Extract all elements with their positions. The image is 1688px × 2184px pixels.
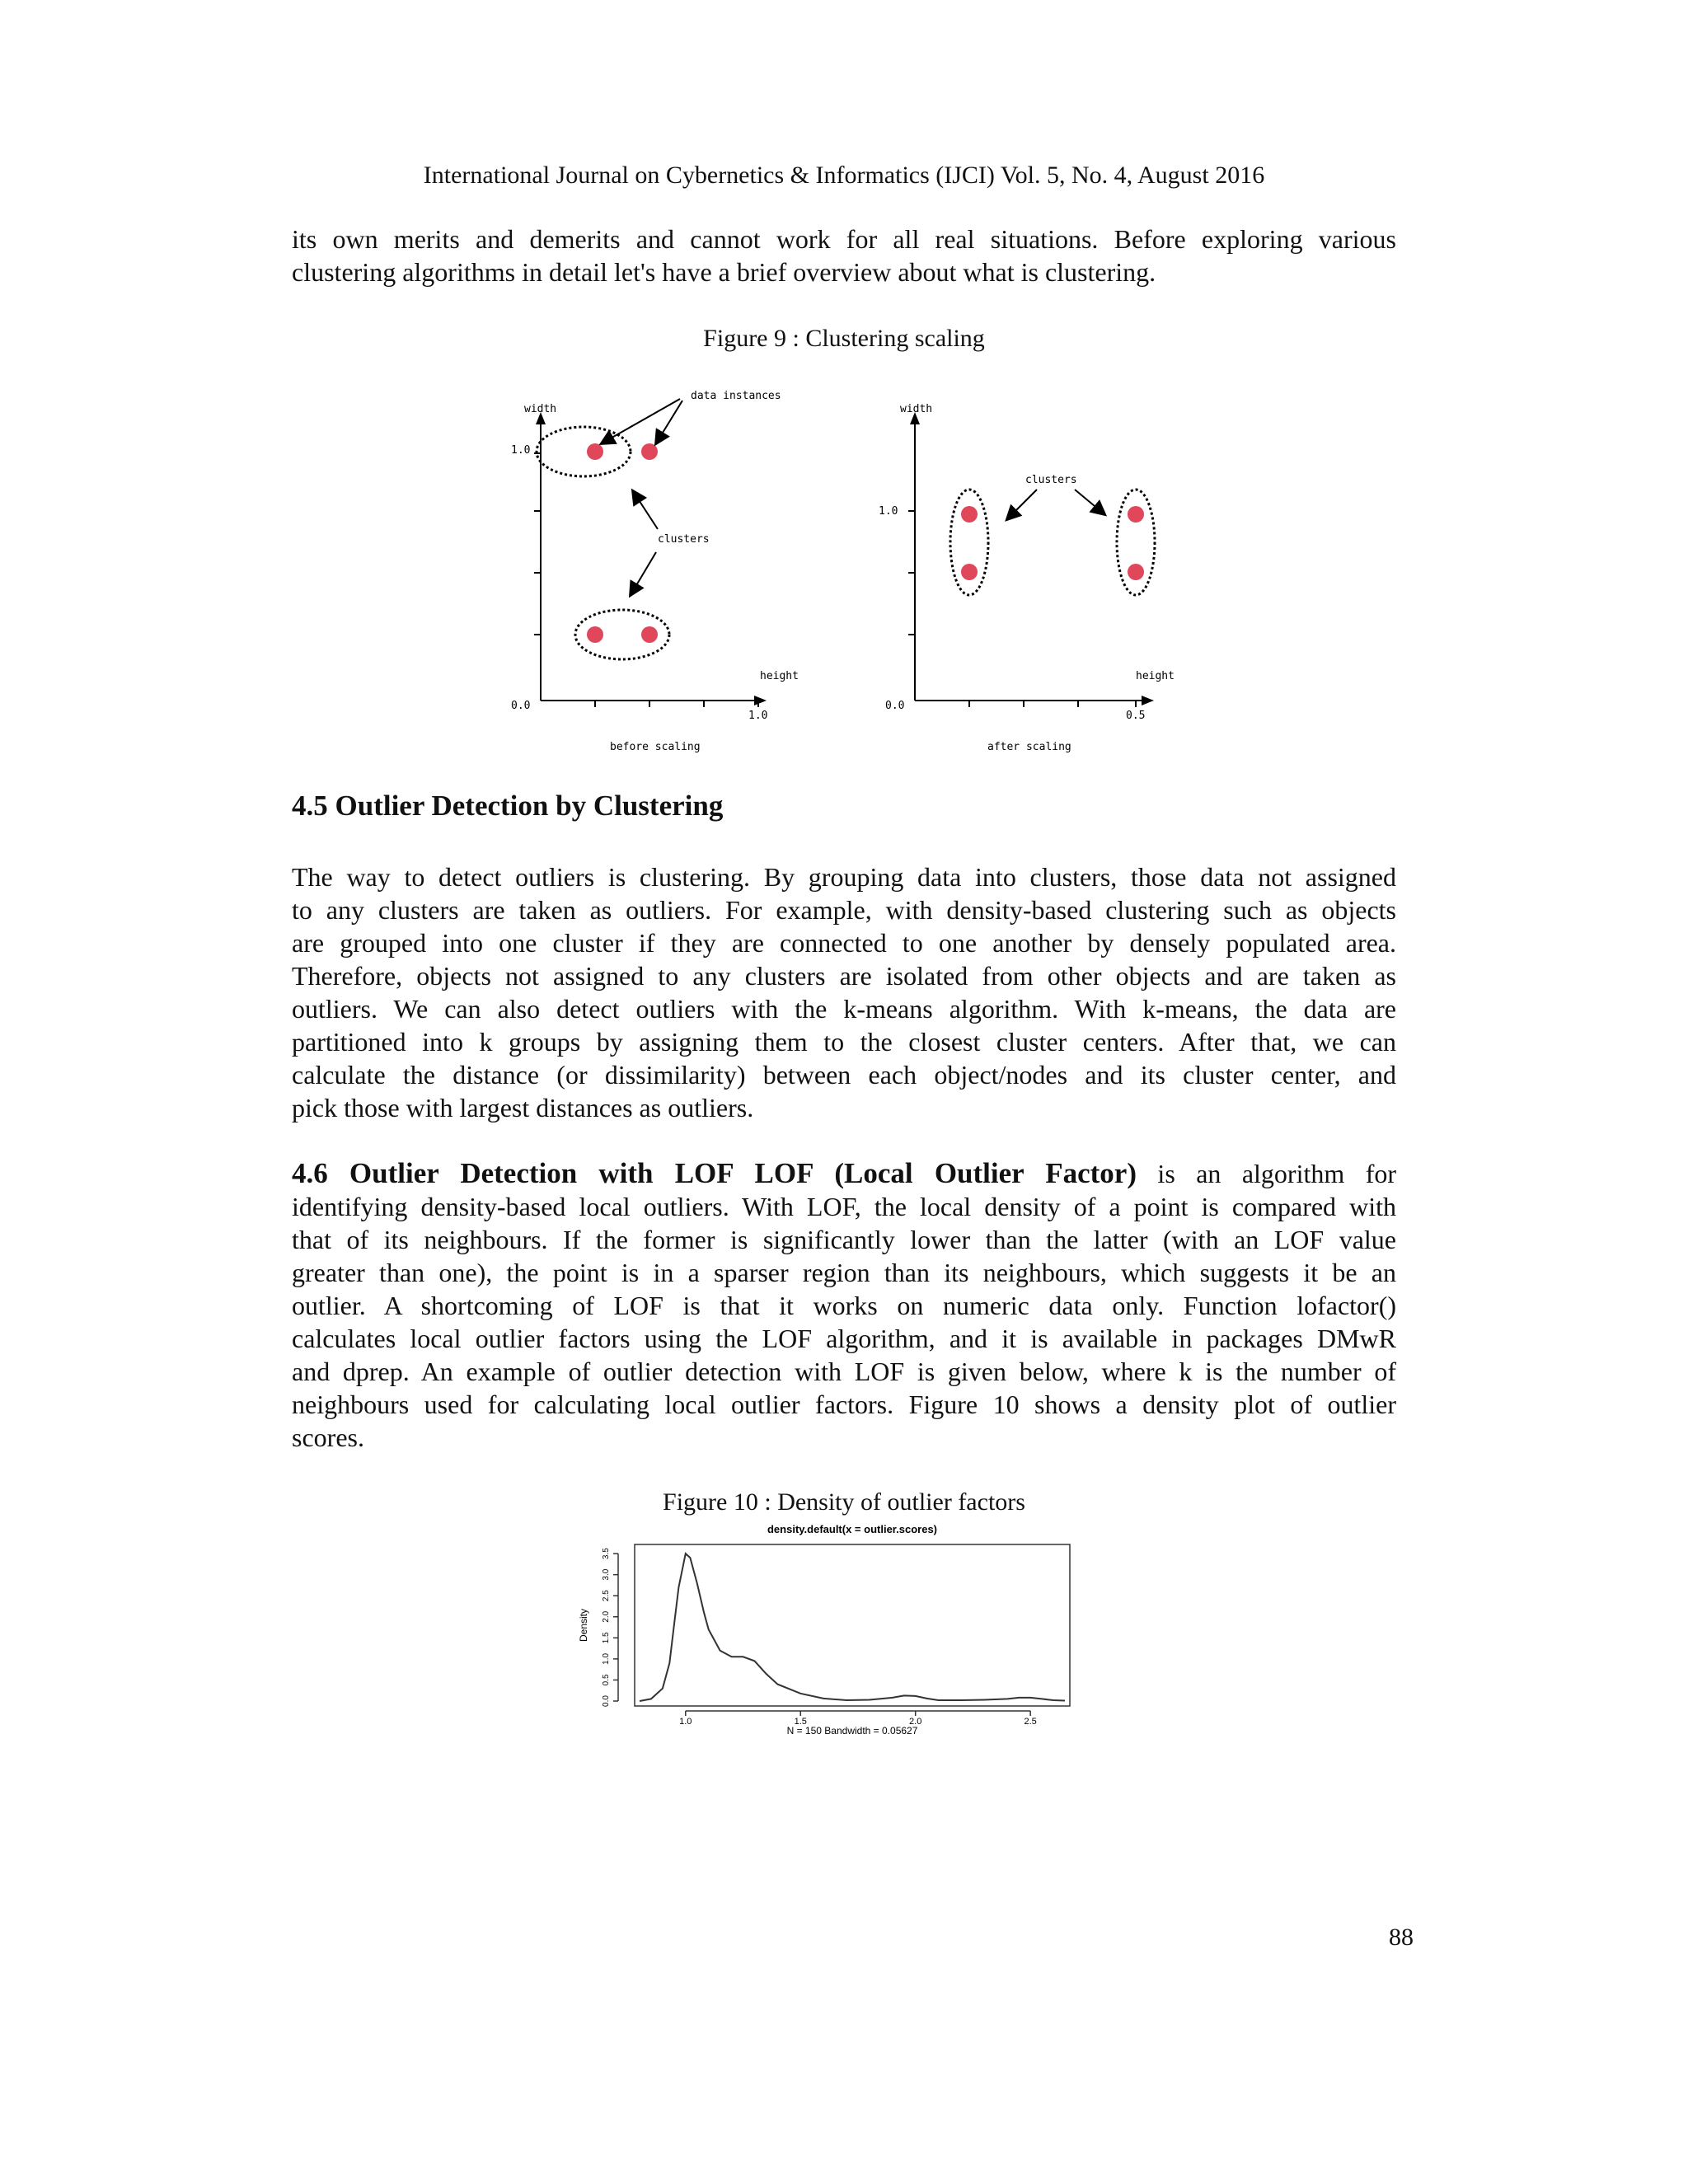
chart-x-label: N = 150 Bandwidth = 0.05627 [786, 1725, 918, 1736]
section-4-5-line: to any clusters are taken as outliers. For example, with density-based clustering such as objects [292, 895, 1396, 925]
y-tick-label: 2.5 [602, 1590, 611, 1602]
x-tick-label: 1.0 [679, 1717, 692, 1727]
section-4-5-line: The way to detect outliers is clustering. By grouping data into clusters, those data not assigned [292, 862, 1396, 892]
after-scaling-label: after scaling [987, 741, 1071, 753]
section-4-6-line: calculates local outlier factors using the LOF algorithm, and it is available in packages DMwR [292, 1324, 1396, 1353]
left-clusters-label: clusters [658, 533, 710, 546]
running-header: International Journal on Cybernetics & Informatics (IJCI) Vol. 5, No. 4, August 2016 [423, 162, 1265, 189]
data-point [641, 626, 658, 643]
left-x-tick-label: 1.0 [748, 710, 768, 722]
section-4-6-line: scores. [292, 1422, 364, 1452]
data-point [961, 564, 978, 580]
left-y-tick-label: 1.0 [511, 444, 531, 457]
page-number: 88 [1389, 1924, 1414, 1951]
section-4-5-line: partitioned into k groups by assigning them to the closest cluster centers. After that, we can [292, 1027, 1396, 1057]
intro-line-1: its own merits and demerits and cannot work for all real situations. Before exploring various [292, 224, 1396, 254]
right-x-axis-label: height [1136, 670, 1175, 682]
figure-10-caption: Figure 10 : Density of outlier factors [663, 1488, 1025, 1516]
figure-9-caption: Figure 9 : Clustering scaling [703, 325, 985, 352]
right-x-tick-label: 0.5 [1126, 710, 1146, 722]
section-4-6-line: greater than one), the point is in a sparser region than its neighbours, which suggests it be an [292, 1258, 1396, 1287]
y-tick-label: 3.5 [602, 1548, 611, 1560]
left-y-axis-label: width [524, 403, 557, 415]
y-tick-label: 0.5 [602, 1674, 611, 1686]
data-point [1128, 506, 1144, 523]
y-tick-label: 2.0 [602, 1610, 611, 1623]
y-tick-label: 1.0 [602, 1652, 611, 1665]
section-4-6-first-line-text: is an algorithm for [1137, 1159, 1397, 1188]
before-scaling-panel [511, 390, 799, 753]
left-origin-label: 0.0 [511, 700, 531, 712]
before-scaling-label: before scaling [610, 741, 701, 753]
after-scaling-panel [879, 403, 1175, 753]
section-4-6-line: outlier. A shortcoming of LOF is that it works on numeric data only. Function lofactor() [292, 1291, 1396, 1320]
y-tick-label: 3.0 [602, 1568, 611, 1581]
right-origin-label: 0.0 [885, 700, 905, 712]
data-instances-label: data instances [691, 390, 781, 402]
right-y-tick-label: 1.0 [879, 505, 898, 518]
right-clusters-label: clusters [1025, 474, 1077, 486]
chart-title: density.default(x = outlier.scores) [767, 1523, 938, 1535]
y-tick-label: 1.5 [602, 1632, 611, 1644]
right-y-axis-label: width [900, 403, 933, 415]
x-tick-label: 1.5 [794, 1717, 807, 1727]
x-tick-label: 2.0 [909, 1717, 922, 1727]
section-4-6-heading: 4.6 Outlier Detection with LOF LOF (Local Outlier Factor) [292, 1157, 1137, 1189]
figure-10-density-chart [569, 1516, 1080, 1747]
intro-line-2: clustering algorithms in detail let's have a brief overview about what is clustering. [292, 257, 1156, 287]
section-4-6-line: that of its neighbours. If the former is significantly lower than the latter (with an LOF value [292, 1225, 1396, 1254]
density-curve [640, 1554, 1065, 1701]
data-point [1128, 564, 1144, 580]
section-4-6-line: neighbours used for calculating local outlier factors. Figure 10 shows a density plot of outlier [292, 1390, 1396, 1419]
x-tick-label: 2.5 [1024, 1717, 1037, 1727]
section-4-5-line: Therefore, objects not assigned to any clusters are isolated from other objects and are taken as [292, 961, 1396, 991]
chart-y-axis [602, 1548, 618, 1707]
section-4-5-line: are grouped into one cluster if they are connected to one another by densely populated area. [292, 928, 1396, 958]
chart-plot-frame [635, 1544, 1070, 1706]
section-4-6-first-line [292, 1157, 1396, 1190]
data-point [587, 443, 603, 460]
left-x-axis-label: height [760, 670, 799, 682]
chart-y-label: Density [578, 1608, 589, 1643]
data-point [587, 626, 603, 643]
section-4-5-heading: 4.5 Outlier Detection by Clustering [292, 790, 724, 822]
section-4-5-line: pick those with largest distances as outliers. [292, 1093, 754, 1122]
y-tick-label: 0.0 [602, 1695, 611, 1707]
figure-9-clustering-scaling [495, 379, 1203, 758]
section-4-5-line: outliers. We can also detect outliers with the k-means algorithm. With k-means, the data are [292, 994, 1396, 1024]
section-4-5-line: calculate the distance (or dissimilarity) between each object/nodes and its cluster center, and [292, 1060, 1396, 1090]
data-point [641, 443, 658, 460]
section-4-6-line: and dprep. An example of outlier detection with LOF is given below, where k is the number of [292, 1357, 1396, 1386]
data-point [961, 506, 978, 523]
section-4-6-line: identifying density-based local outliers. With LOF, the local density of a point is compared with [292, 1192, 1396, 1221]
